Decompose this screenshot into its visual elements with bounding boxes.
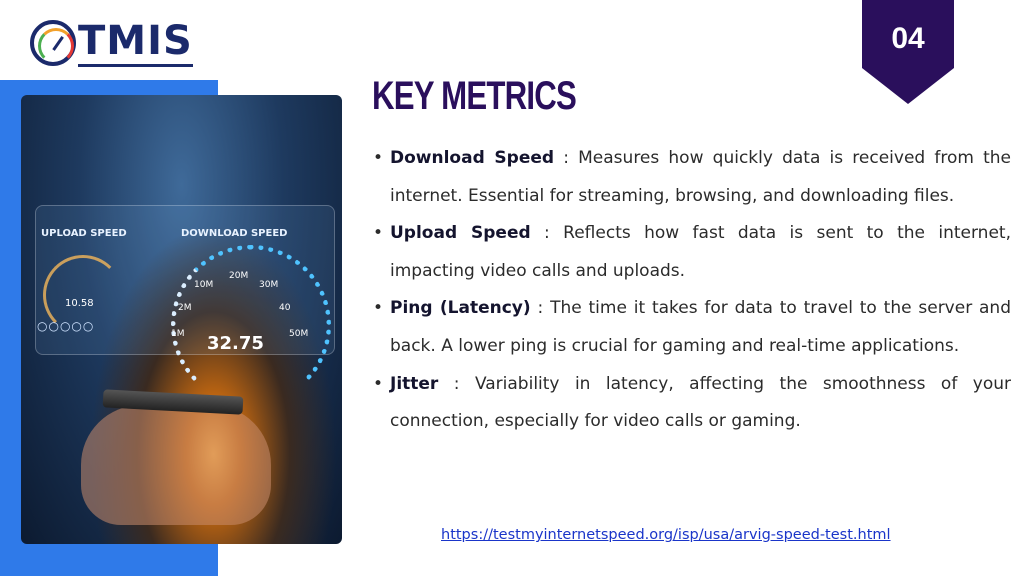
photo-upload-label: UPLOAD SPEED bbox=[41, 228, 127, 239]
list-item bbox=[373, 366, 1011, 441]
photo-tick: 10M bbox=[194, 280, 214, 290]
metric-separator: : bbox=[530, 298, 551, 319]
list-item bbox=[373, 215, 1011, 290]
metric-separator: : bbox=[438, 373, 475, 394]
list-item bbox=[373, 140, 1011, 215]
bullet-icon: • bbox=[373, 298, 384, 319]
list-item bbox=[373, 290, 1011, 365]
bullet-icon: • bbox=[373, 373, 384, 394]
photo-download-label: DOWNLOAD SPEED bbox=[181, 228, 288, 239]
metric-term: Download Speed bbox=[390, 148, 555, 168]
page-title: KEY METRICS bbox=[372, 74, 577, 118]
bullet-icon: • bbox=[373, 223, 384, 244]
photo-tick: 2M bbox=[178, 303, 192, 313]
metric-separator: : bbox=[554, 148, 579, 168]
photo-upload-value: 10.58 bbox=[65, 298, 94, 309]
metric-separator: : bbox=[530, 223, 564, 244]
brand-logo bbox=[30, 18, 193, 67]
metric-description: The time it takes for data to travel to the server and back. A lower ping is crucial for gaming and real-time applications. bbox=[390, 298, 1011, 356]
metric-term: Jitter bbox=[390, 373, 439, 394]
metric-description: Measures how quickly data is received from the internet. Essential for streaming, browsing, and downloading files. bbox=[390, 148, 1011, 206]
metric-description: Variability in latency, affecting the smoothness of your connection, especially for video calls or gaming. bbox=[390, 373, 1011, 432]
speed-test-photo bbox=[21, 95, 342, 544]
logo-area bbox=[0, 0, 218, 80]
photo-tick: 20M bbox=[229, 271, 249, 281]
metrics-list bbox=[373, 140, 1011, 441]
photo-tick: 1M bbox=[171, 329, 185, 339]
photo-circles-icon: ○○○○○ bbox=[37, 319, 95, 333]
photo-hand bbox=[81, 405, 271, 525]
metric-term: Ping (Latency) bbox=[390, 298, 531, 319]
slide-number-badge bbox=[862, 0, 954, 104]
source-link[interactable]: https://testmyinternetspeed.org/isp/usa/arvig-speed-test.html bbox=[441, 527, 891, 543]
photo-tick: 30M bbox=[259, 280, 279, 290]
download-gauge-icon bbox=[171, 245, 331, 405]
bullet-icon: • bbox=[373, 148, 384, 168]
metric-description: Reflects how fast data is sent to the internet, impacting video calls and uploads. bbox=[390, 223, 1011, 281]
metric-term: Upload Speed bbox=[390, 223, 531, 244]
logo-text: TMIS bbox=[78, 18, 193, 67]
slide-number: 04 bbox=[891, 22, 925, 55]
photo-tick: 50M bbox=[289, 329, 309, 339]
speedometer-icon bbox=[30, 20, 76, 66]
photo-download-value: 32.75 bbox=[207, 333, 264, 354]
photo-tick: 40 bbox=[279, 303, 291, 313]
